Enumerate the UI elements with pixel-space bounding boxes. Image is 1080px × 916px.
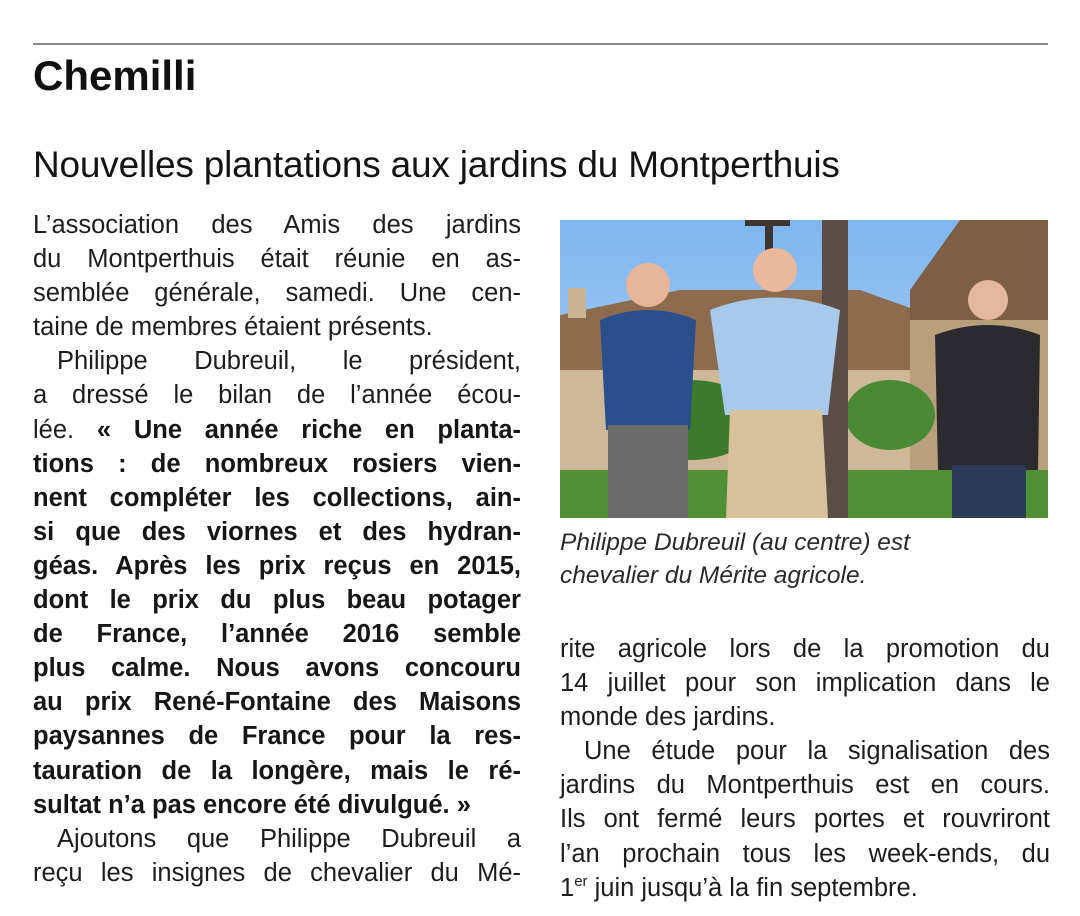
quote-line: nent compléter les collections, ain-	[33, 483, 521, 512]
text-line: taine de membres étaient présents.	[33, 313, 433, 342]
text-line: Une étude pour la signalisation des	[584, 737, 1050, 766]
text-fragment: lée.	[33, 415, 75, 444]
superscript: er	[574, 872, 588, 890]
article-headline: Nouvelles plantations aux jardins du Montperthuis	[33, 144, 840, 185]
article-column-2	[560, 632, 1050, 905]
quote-line: au prix René-Fontaine des Maisons	[33, 688, 521, 717]
text-line: a dressé le bilan de l’année écou-	[33, 381, 521, 410]
caption-line: chevalier du Mérite agricole.	[560, 562, 867, 589]
quote-line: sultat n’a pas encore été divulgué. »	[33, 790, 471, 819]
quote-line: de France, l’année 2016 semble	[33, 620, 521, 649]
text-line: du Montperthuis était réunie en as-	[33, 245, 521, 274]
text-line: semblée générale, samedi. Une cen-	[33, 279, 521, 308]
text-line: L’association des Amis des jardins	[33, 211, 521, 239]
photo-caption	[560, 526, 1050, 592]
quote-line: si que des viornes et des hydran-	[33, 517, 521, 546]
article-column-1	[33, 208, 521, 890]
quote-line: dont le prix du plus beau potager	[33, 586, 521, 615]
text-line: Philippe Dubreuil, le président,	[57, 347, 521, 376]
text-line: 14 juillet pour son implication dans le	[560, 669, 1050, 698]
paragraph-bilan	[33, 344, 521, 821]
paragraph-signalisation	[560, 734, 1050, 904]
photo-illustration	[560, 220, 1048, 518]
quote-fragment: « Une année riche en planta-	[96, 415, 521, 444]
text-line: jardins du Montperthuis est en cours.	[560, 771, 1050, 800]
text-line: monde des jardins.	[560, 703, 776, 732]
paragraph-merite	[560, 632, 1050, 734]
text-line: rite agricole lors de la promotion du	[560, 635, 1050, 663]
quote-line: plus calme. Nous avons concouru	[33, 654, 521, 683]
text-fragment: 1	[560, 873, 575, 902]
paragraph-intro	[33, 208, 521, 344]
quote-line: paysannes de France pour la res-	[33, 722, 521, 751]
top-rule	[33, 43, 1048, 45]
text-line: Ils ont fermé leurs portes et rouvriront	[560, 805, 1050, 834]
text-line: reçu les insignes de chevalier du Mé-	[33, 858, 521, 887]
section-town-title: Chemilli	[33, 52, 197, 99]
quote-line: géas. Après les prix reçus en 2015,	[33, 551, 521, 580]
text-line	[560, 871, 1050, 905]
text-line: Ajoutons que Philippe Dubreuil a	[57, 824, 521, 853]
text-fragment: juin jusqu’à la fin septembre.	[587, 873, 918, 902]
text-line	[33, 413, 521, 447]
paragraph-insignes	[33, 822, 521, 890]
quote-line: tauration de la longère, mais le ré-	[33, 756, 521, 785]
article-photo	[560, 220, 1048, 518]
quote-line: tions : de nombreux rosiers vien-	[33, 449, 521, 478]
text-line: l’an prochain tous les week-ends, du	[560, 839, 1050, 868]
caption-line: Philippe Dubreuil (au centre) est	[560, 529, 910, 556]
